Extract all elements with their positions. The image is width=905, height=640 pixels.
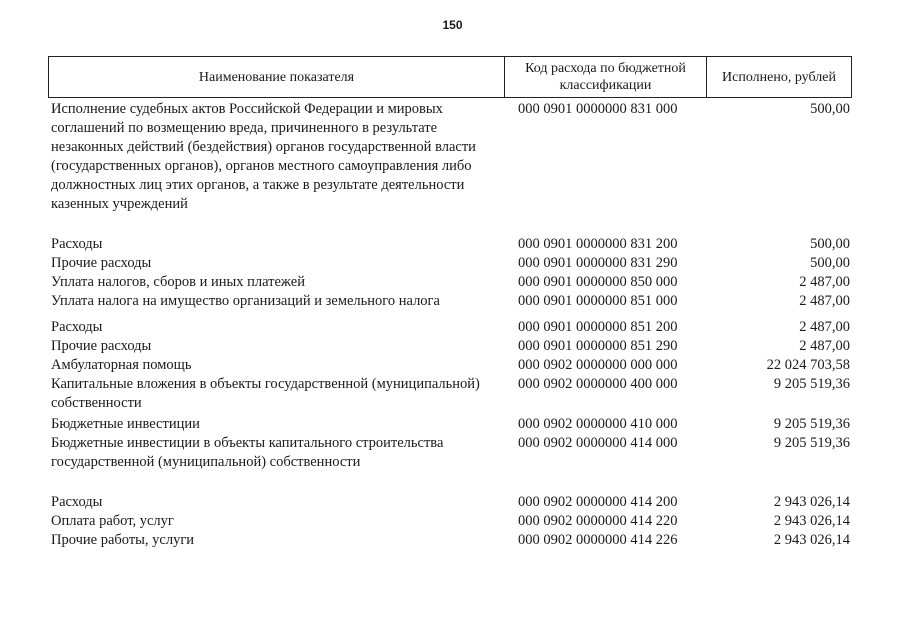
row-code: 000 0902 0000000 414 000 [518,435,678,451]
row-executed: 2 943 026,14 [773,532,850,548]
row-executed: 9 205 519,36 [773,416,850,432]
row-code: 000 0902 0000000 000 000 [518,357,678,373]
row-name: Амбулаторная помощь [51,357,192,373]
page-number: 150 [442,18,463,32]
row-executed: 2 487,00 [799,293,850,309]
row-name: Прочие расходы [51,255,152,271]
row-executed: 9 205 519,36 [773,435,850,451]
row-code: 000 0902 0000000 410 000 [518,416,678,432]
table-header [48,56,852,98]
row-executed: 2 487,00 [799,338,850,354]
row-name: Прочие расходы [51,338,152,354]
row-executed: 500,00 [810,255,850,271]
row-name: Оплата работ, услуг [51,513,174,529]
header-code: Код расхода по бюджетной классификации [505,57,707,97]
row-executed: 2 943 026,14 [773,494,850,510]
row-code: 000 0901 0000000 850 000 [518,274,678,290]
row-name: Бюджетные инвестиции в объекты капитального строительства государственной (муниципальной) собственности [51,435,444,470]
row-executed: 2 487,00 [799,274,850,290]
row-code: 000 0901 0000000 831 000 [518,101,678,117]
row-name: Прочие работы, услуги [51,532,195,548]
row-executed: 2 487,00 [799,319,850,335]
row-code: 000 0901 0000000 851 200 [518,319,678,335]
budget-table [48,56,852,548]
row-code: 000 0901 0000000 851 290 [518,338,678,354]
row-name: Расходы [51,236,103,252]
header-name: Наименование показателя [49,57,505,97]
row-name: Капитальные вложения в объекты государственной (муниципальной) собственности [51,376,480,411]
header-executed: Исполнено, рублей [722,69,836,85]
row-name: Расходы [51,319,103,335]
row-code: 000 0901 0000000 851 000 [518,293,678,309]
row-code: 000 0902 0000000 414 226 [518,532,678,548]
row-name: Уплата налогов, сборов и иных платежей [51,274,305,290]
row-executed: 500,00 [810,101,850,117]
row-code: 000 0902 0000000 414 200 [518,494,678,510]
row-name: Уплата налога на имущество организаций и земельного налога [51,293,440,309]
row-name: Бюджетные инвестиции [51,416,200,432]
row-executed: 22 024 703,58 [766,357,850,373]
row-executed: 9 205 519,36 [773,376,850,392]
row-name: Исполнение судебных актов Российской Федерации и мировых соглашений по возмещению вреда, причиненного в результате незаконных действий (бездействия) органов государственной власти (государственных органов), органов местного самоуправления либо должностных лиц этих органов, а также в результате деятельности казенных учреждений [51,101,476,212]
row-executed: 2 943 026,14 [773,513,850,529]
row-code: 000 0901 0000000 831 200 [518,236,678,252]
row-name: Расходы [51,494,103,510]
row-code: 000 0901 0000000 831 290 [518,255,678,271]
row-code: 000 0902 0000000 414 220 [518,513,678,529]
row-executed: 500,00 [810,236,850,252]
row-code: 000 0902 0000000 400 000 [518,376,678,392]
